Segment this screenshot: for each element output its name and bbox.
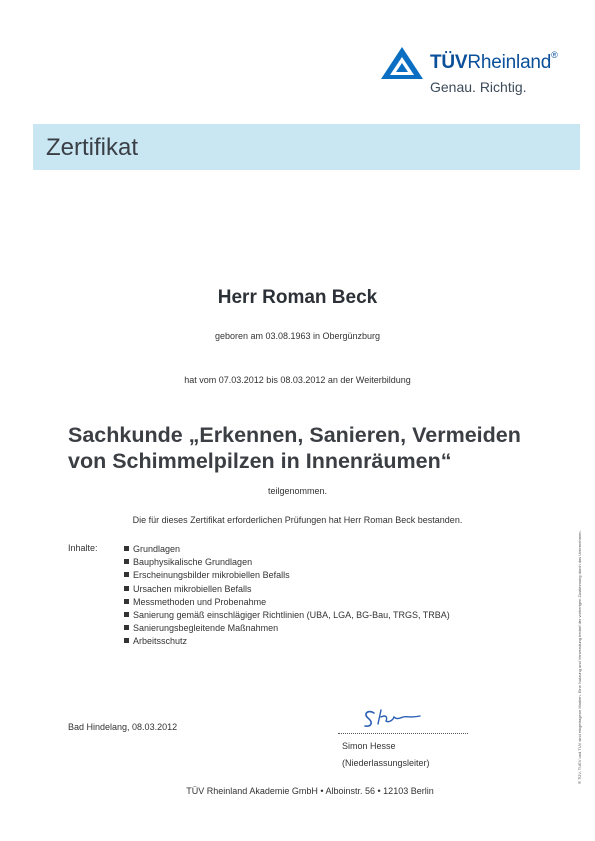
list-item-text: Sanierung gemäß einschlägiger Richtlinien (UBA, LGA, BG-Bau, TRGS, TRBA) xyxy=(133,610,450,621)
footer-address: TÜV Rheinland Akademie GmbH • Alboinstr. 56 • 12103 Berlin xyxy=(186,786,434,796)
brand-rest: Rheinland xyxy=(467,52,552,73)
participated-text: teilgenommen. xyxy=(267,486,328,496)
signer-role: (Niederlassungsleiter) xyxy=(342,758,430,768)
bullet-square-icon xyxy=(124,612,129,617)
signer-name: Simon Hesse xyxy=(342,741,396,751)
list-item xyxy=(124,609,450,622)
list-item xyxy=(124,556,450,569)
list-item-text: Arbeitsschutz xyxy=(133,636,188,647)
bullet-square-icon xyxy=(124,559,129,564)
place-date: Bad Hindelang, 08.03.2012 xyxy=(68,722,178,732)
brand-tagline: Genau. Richtig. xyxy=(430,79,527,95)
list-item xyxy=(124,635,450,648)
signature-line xyxy=(338,733,468,734)
list-item xyxy=(124,622,450,635)
course-title-line-1: Sachkunde „Erkennen, Sanieren, Vermeiden xyxy=(68,423,521,447)
list-item-text: Bauphysikalische Grundlagen xyxy=(133,557,253,568)
list-item-text: Sanierungsbegleitende Maßnahmen xyxy=(133,623,279,634)
bullet-square-icon xyxy=(124,599,129,604)
bullet-square-icon xyxy=(124,546,129,551)
contents-label: Inhalte: xyxy=(68,543,98,553)
brand-name xyxy=(430,52,558,74)
trademark-note: ® TÜV, TUEV und TUV sind eingetragene Marken. Eine Nutzung und Verwendung bedarf der vorherigen Zustimmung durch das Unternehmen. xyxy=(577,530,582,784)
handwritten-signature xyxy=(360,704,430,732)
bullet-square-icon xyxy=(124,572,129,577)
tuv-triangle-logo-icon xyxy=(380,46,424,80)
list-item xyxy=(124,596,450,609)
period-line: hat vom 07.03.2012 bis 08.03.2012 an der Weiterbildung xyxy=(184,375,411,385)
bullet-square-icon xyxy=(124,638,129,643)
brand-bold: TÜV xyxy=(430,52,468,73)
bullet-square-icon xyxy=(124,625,129,630)
certificate-title: Zertifikat xyxy=(46,134,139,161)
list-item-text: Erscheinungsbilder mikrobiellen Befalls xyxy=(133,570,290,581)
list-item-text: Messmethoden und Probenahme xyxy=(133,596,267,607)
list-item-text: Grundlagen xyxy=(133,544,181,554)
registered-mark: ® xyxy=(551,50,558,60)
list-item-text: Ursachen mikrobiellen Befalls xyxy=(133,583,252,594)
list-item xyxy=(124,583,450,596)
list-item xyxy=(124,569,450,582)
recipient-name: Herr Roman Beck xyxy=(217,287,378,308)
birth-line: geboren am 03.08.1963 in Obergünzburg xyxy=(214,331,381,341)
bullet-square-icon xyxy=(124,586,129,591)
passed-statement: Die für dieses Zertifikat erforderlichen Prüfungen hat Herr Roman Beck bestanden. xyxy=(132,515,463,525)
list-item xyxy=(124,543,450,556)
course-title-line-2: von Schimmelpilzen in Innenräumen“ xyxy=(68,449,452,473)
contents-list xyxy=(124,543,450,649)
